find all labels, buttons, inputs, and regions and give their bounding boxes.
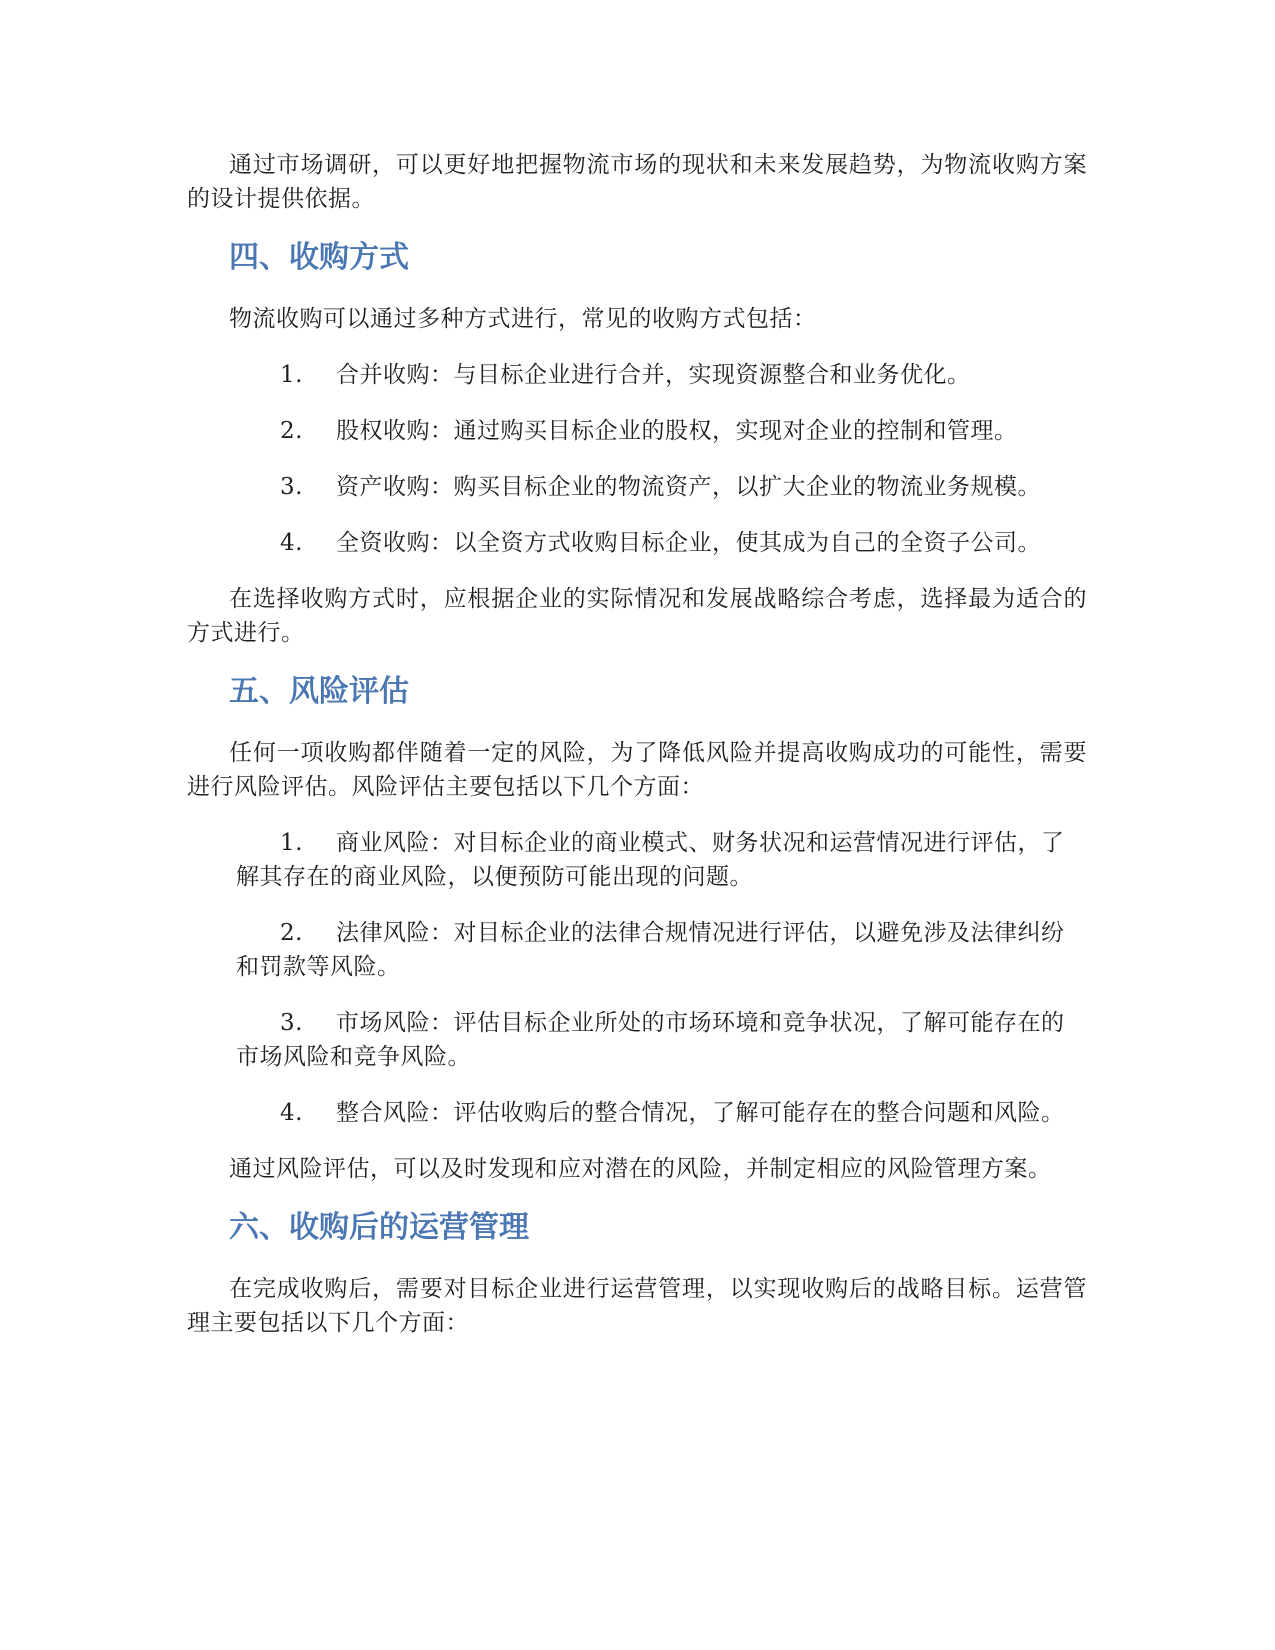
list-item-number: 4. [280,530,303,556]
list-item-text: 市场风险：评估目标企业所处的市场环境和竞争状况，了解可能存在的市场风险和竞争风险。 [236,1010,1065,1070]
list-item [187,358,1087,392]
list-item-text: 股权收购：通过购买目标企业的股权，实现对企业的控制和管理。 [336,418,1018,444]
list-item [187,1006,1087,1074]
list-item-number: 3. [280,1010,303,1036]
section-4-conclusion: 在选择收购方式时，应根据企业的实际情况和发展战略综合考虑，选择最为适合的方式进行。 [187,586,1087,646]
section-4-intro: 物流收购可以通过多种方式进行，常见的收购方式包括： [229,306,817,332]
list-item-number: 2. [280,920,303,946]
list-item [187,916,1087,984]
list-item-text: 商业风险：对目标企业的商业模式、财务状况和运营情况进行评估，了解其存在的商业风险，以便预防可能出现的问题。 [236,830,1065,890]
section-6-intro: 在完成收购后，需要对目标企业进行运营管理，以实现收购后的战略目标。运营管理主要包括以下几个方面： [187,1276,1087,1336]
section-heading-5: 五、风险评估 [229,674,409,709]
intro-paragraph: 通过市场调研，可以更好地把握物流市场的现状和未来发展趋势，为物流收购方案的设计提供依据。 [187,152,1087,212]
list-item [187,414,1087,448]
risk-assessment-list [187,826,1087,1130]
list-item-text: 合并收购：与目标企业进行合并，实现资源整合和业务优化。 [336,362,971,388]
list-item-text: 法律风险：对目标企业的法律合规情况进行评估，以避免涉及法律纠纷和罚款等风险。 [236,920,1065,980]
list-item-number: 1. [280,362,303,388]
list-item [187,826,1087,894]
list-item-text: 资产收购：购买目标企业的物流资产，以扩大企业的物流业务规模。 [336,474,1041,500]
list-item-text: 整合风险：评估收购后的整合情况，了解可能存在的整合问题和风险。 [336,1100,1065,1126]
list-item [187,470,1087,504]
list-item-text: 全资收购：以全资方式收购目标企业，使其成为自己的全资子公司。 [336,530,1041,556]
section-5-intro: 任何一项收购都伴随着一定的风险，为了降低风险并提高收购成功的可能性，需要进行风险评估。风险评估主要包括以下几个方面： [187,740,1087,800]
list-item-number: 4. [280,1100,303,1126]
list-item [187,1096,1087,1130]
section-heading-6: 六、收购后的运营管理 [229,1210,529,1245]
document-body [187,148,1087,1362]
list-item-number: 2. [280,418,303,444]
section-5-conclusion: 通过风险评估，可以及时发现和应对潜在的风险，并制定相应的风险管理方案。 [229,1156,1052,1182]
list-item [187,526,1087,560]
list-item-number: 1. [280,830,303,856]
list-item-number: 3. [280,474,303,500]
acquisition-methods-list [187,358,1087,560]
section-heading-4: 四、收购方式 [229,240,409,275]
